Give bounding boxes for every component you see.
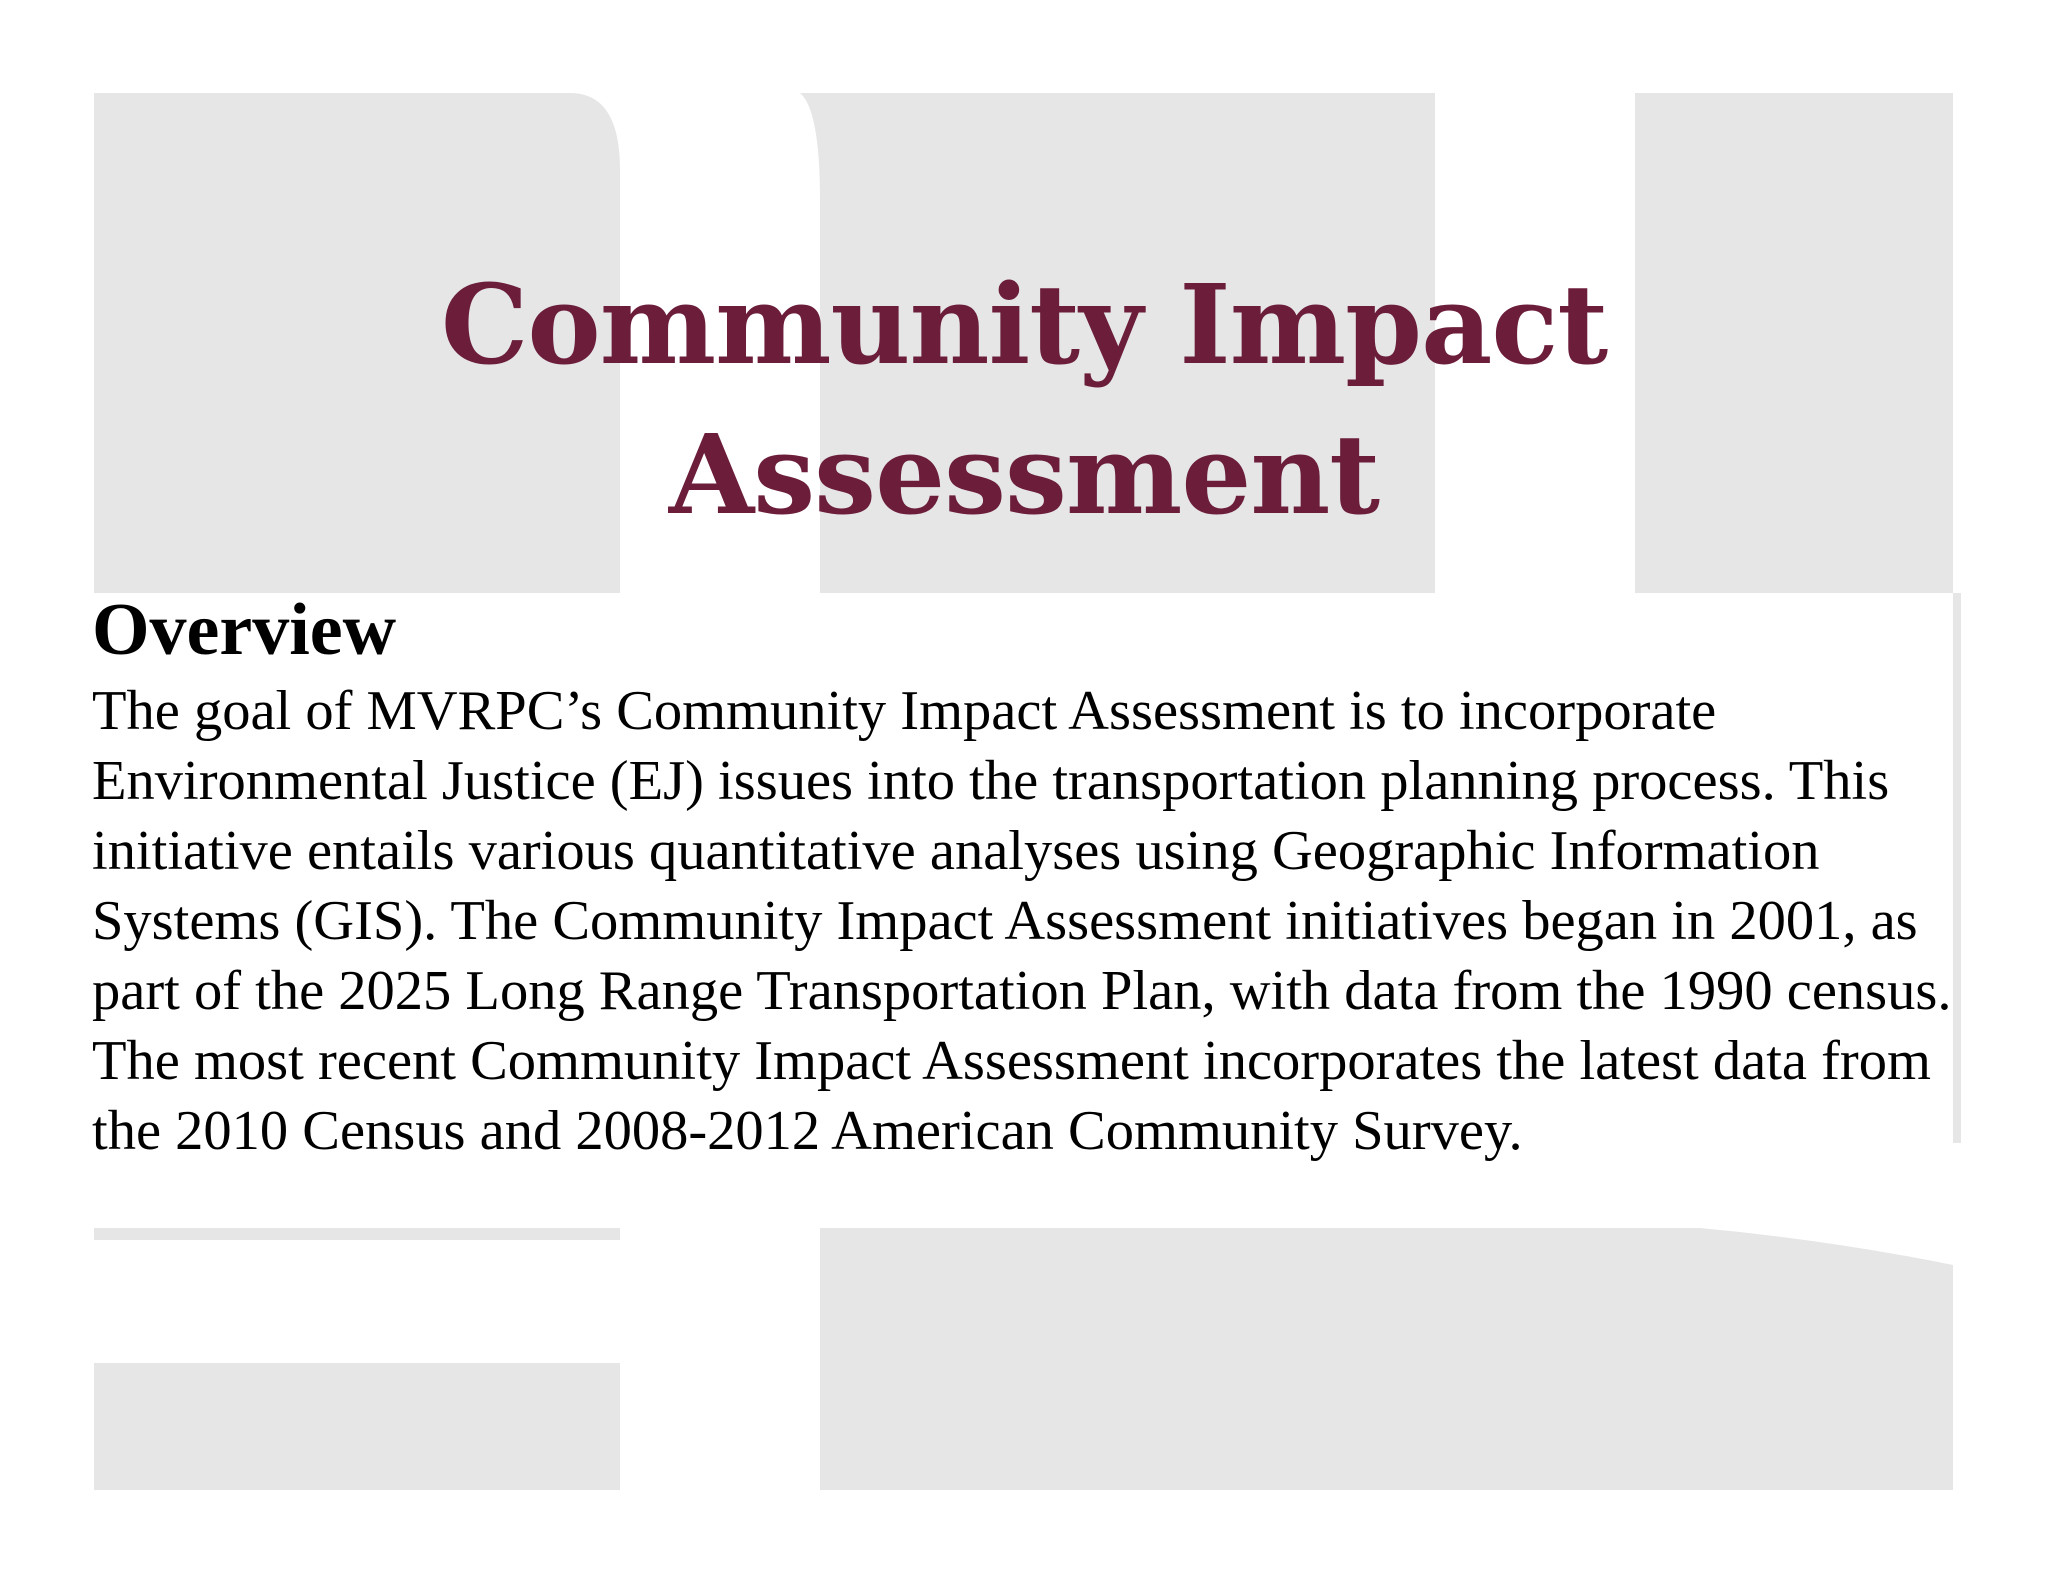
overview-heading: Overview (92, 589, 397, 671)
overview-paragraph: The goal of MVRPC’s Community Impact Assessment is to incorporate Environmental Justice (EJ) issues into the transportation planning process. This initiative entails various quantitative analyses using Geographic Information Systems (GIS). The Community Impact Assessment initiatives began in 2001, as part of the 2025 Long Range Transportation Plan, with data from the 1990 census. The most recent Community Impact Assessment incorporates the latest data from the 2010 Census and 2008-2012 American Community Survey. (92, 680, 1952, 1162)
watermark-block-lower-left (94, 1363, 620, 1490)
watermark-strip-lower-left (94, 1228, 620, 1240)
slide-title: Community Impact Assessment (440, 260, 1608, 539)
watermark-block-lower-middle-base (820, 1320, 1400, 1490)
